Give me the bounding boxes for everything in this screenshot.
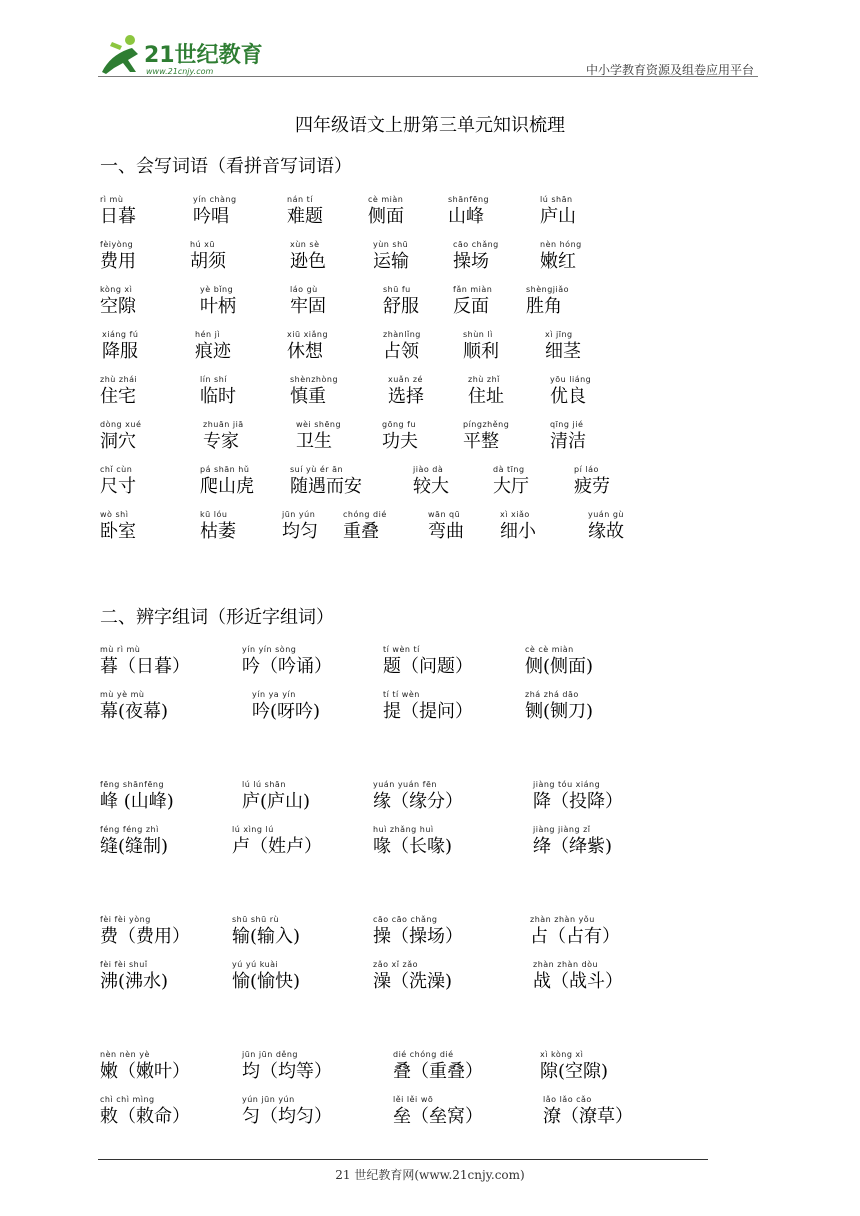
- word-item: [533, 780, 623, 814]
- pinyin-label: fēng shānfēng: [100, 780, 165, 789]
- hanzi-word: 费用: [100, 251, 136, 272]
- platform-name: 中小学教育资源及组卷应用平台: [585, 63, 754, 77]
- pinyin-label: pá shān hǔ: [200, 465, 250, 474]
- hanzi-word: 卧室: [100, 521, 136, 542]
- word-item: [533, 825, 612, 859]
- word-item: [550, 375, 591, 409]
- section2-heading: 二、辨字组词（形近字组词）: [100, 607, 334, 628]
- word-item: [200, 510, 236, 544]
- word-item: [540, 195, 576, 229]
- hanzi-word: 隙(空隙): [540, 1061, 609, 1082]
- hanzi-word: 平整: [463, 431, 499, 452]
- pinyin-label: jiàng jiàng zǐ: [533, 825, 591, 834]
- pinyin-label: hén jì: [195, 330, 221, 339]
- word-item: [343, 510, 387, 544]
- hanzi-word: 降（投降）: [533, 791, 623, 812]
- word-item: [500, 510, 536, 544]
- hanzi-word: 弯曲: [428, 521, 464, 542]
- pinyin-label: yùn shū: [373, 240, 409, 249]
- hanzi-word: 降服: [102, 341, 138, 362]
- word-item: [545, 330, 581, 364]
- hanzi-word: 优良: [550, 386, 586, 407]
- hanzi-word: 愉(愉快): [232, 971, 301, 992]
- hanzi-word: 占（占有）: [530, 926, 620, 947]
- pinyin-label: pí láo: [574, 465, 599, 474]
- hanzi-word: 庐山: [540, 206, 576, 227]
- section1-heading: 一、会写词语（看拼音写词语）: [100, 156, 352, 177]
- word-item: [100, 825, 168, 859]
- pinyin-label: lǎo lǎo cǎo: [543, 1095, 592, 1104]
- word-item: [463, 330, 499, 364]
- word-item: [100, 510, 136, 544]
- word-item: [448, 195, 489, 229]
- hanzi-word: 反面: [453, 296, 489, 317]
- hanzi-word: 题（问题）: [383, 656, 473, 677]
- word-item: [290, 240, 326, 274]
- hanzi-word: 逊色: [290, 251, 326, 272]
- word-item: [232, 960, 300, 994]
- pinyin-label: kòng xì: [100, 285, 133, 294]
- pinyin-label: yín ya yín: [252, 690, 296, 699]
- pinyin-label: zhù zhái: [100, 375, 138, 384]
- word-item: [383, 330, 421, 364]
- pinyin-label: wān qū: [428, 510, 461, 519]
- pinyin-label: cāo cāo chǎng: [373, 915, 438, 924]
- hanzi-word: 卢（姓卢）: [232, 836, 322, 857]
- pinyin-label: kū lóu: [200, 510, 228, 519]
- pinyin-label: yuán gù: [588, 510, 624, 519]
- hanzi-word: 胜角: [526, 296, 562, 317]
- page-title: 四年级语文上册第三单元知识梳理: [295, 115, 565, 136]
- pinyin-label: féng féng zhì: [100, 825, 159, 834]
- word-item: [368, 195, 404, 229]
- word-item: [100, 375, 137, 409]
- pinyin-label: fèi fèi yòng: [100, 915, 151, 924]
- word-item: [200, 375, 236, 409]
- word-item: [382, 420, 418, 454]
- pinyin-label: mù rì mù: [100, 645, 141, 654]
- word-item: [540, 1050, 608, 1084]
- word-item: [287, 195, 323, 229]
- hanzi-word: 庐(庐山): [242, 791, 311, 812]
- hanzi-word: 战（战斗）: [533, 971, 623, 992]
- footer-divider: [98, 1159, 708, 1160]
- word-item: [383, 645, 473, 679]
- pinyin-label: yōu liáng: [550, 375, 592, 384]
- pinyin-label: láo gù: [290, 285, 318, 294]
- word-item: [242, 1095, 332, 1129]
- word-item: [232, 825, 322, 859]
- hanzi-word: 吟(呀吟): [252, 701, 321, 722]
- pinyin-label: tí wèn tí: [383, 645, 420, 654]
- word-item: [373, 240, 409, 274]
- pinyin-label: lěi lěi wō: [393, 1095, 434, 1104]
- hanzi-word: 日暮: [100, 206, 136, 227]
- word-item: [290, 465, 362, 499]
- hanzi-word: 吟唱: [193, 206, 229, 227]
- hanzi-word: 细茎: [545, 341, 581, 362]
- pinyin-label: xiáng fú: [102, 330, 139, 339]
- hanzi-word: 重叠: [343, 521, 379, 542]
- hanzi-word: 缘故: [588, 521, 624, 542]
- word-item: [252, 690, 320, 724]
- word-item: [296, 420, 341, 454]
- hanzi-word: 叶柄: [200, 296, 236, 317]
- word-item: [383, 690, 473, 724]
- word-item: [525, 690, 593, 724]
- pinyin-label: zǎo xǐ zǎo: [373, 960, 419, 969]
- hanzi-word: 住宅: [100, 386, 136, 407]
- pinyin-label: zhuān jiā: [203, 420, 244, 429]
- word-item: [100, 780, 174, 814]
- pinyin-label: shùn lì: [463, 330, 493, 339]
- hanzi-word: 细小: [500, 521, 536, 542]
- pinyin-label: fèiyòng: [100, 240, 134, 249]
- hanzi-word: 嫩（嫩叶）: [100, 1061, 190, 1082]
- hanzi-word: 嫩红: [540, 251, 576, 272]
- pinyin-label: shū shū rù: [232, 915, 280, 924]
- word-item: [195, 330, 231, 364]
- word-item: [588, 510, 624, 544]
- word-item: [100, 240, 136, 274]
- word-item: [526, 285, 569, 319]
- hanzi-word: 运输: [373, 251, 409, 272]
- hanzi-word: 绛（绛紫): [533, 836, 613, 857]
- hanzi-word: 专家: [203, 431, 239, 452]
- word-item: [373, 915, 463, 949]
- word-item: [393, 1050, 483, 1084]
- pinyin-label: shèngjiǎo: [526, 285, 570, 294]
- hanzi-word: 疲劳: [574, 476, 610, 497]
- hanzi-word: 卫生: [296, 431, 332, 452]
- word-item: [100, 195, 136, 229]
- hanzi-word: 难题: [287, 206, 323, 227]
- word-item: [290, 375, 338, 409]
- word-item: [242, 645, 332, 679]
- pinyin-label: suí yù ér ān: [290, 465, 344, 474]
- hanzi-word: 吟（吟诵）: [242, 656, 332, 677]
- pinyin-label: chì chì mìng: [100, 1095, 155, 1104]
- hanzi-word: 费（费用）: [100, 926, 190, 947]
- word-item: [193, 195, 237, 229]
- pinyin-label: dà tīng: [493, 465, 525, 474]
- hanzi-word: 洞穴: [100, 431, 136, 452]
- hanzi-word: 大厅: [493, 476, 529, 497]
- hanzi-word: 占领: [383, 341, 419, 362]
- hanzi-word: 尺寸: [100, 476, 136, 497]
- word-item: [540, 240, 582, 274]
- pinyin-label: shènzhòng: [290, 375, 339, 384]
- hanzi-word: 缘（缘分）: [373, 791, 463, 812]
- hanzi-word: 喙（长喙): [373, 836, 453, 857]
- hanzi-word: 均（均等）: [242, 1061, 332, 1082]
- word-item: [543, 1095, 633, 1129]
- hanzi-word: 慎重: [290, 386, 326, 407]
- word-item: [533, 960, 623, 994]
- hanzi-word: 幕(夜幕): [100, 701, 169, 722]
- word-item: [287, 330, 328, 364]
- hanzi-word: 提（提问）: [383, 701, 473, 722]
- logo-text: 21世纪教育: [144, 43, 262, 68]
- word-item: [373, 780, 463, 814]
- hanzi-word: 铡(铡刀): [525, 701, 594, 722]
- word-item: [493, 465, 529, 499]
- pinyin-label: yín yín sòng: [242, 645, 297, 654]
- pinyin-label: yún jūn yún: [242, 1095, 295, 1104]
- pinyin-label: yuán yuán fēn: [373, 780, 437, 789]
- pinyin-label: fǎn miàn: [453, 285, 493, 294]
- word-item: [525, 645, 593, 679]
- word-item: [100, 1050, 190, 1084]
- hanzi-word: 暮（日暮）: [100, 656, 190, 677]
- site-logo: [92, 32, 262, 78]
- pinyin-label: hú xū: [190, 240, 215, 249]
- hanzi-word: 舒服: [383, 296, 419, 317]
- pinyin-label: xì kòng xì: [540, 1050, 584, 1059]
- hanzi-word: 山峰: [448, 206, 484, 227]
- hanzi-word: 顺利: [463, 341, 499, 362]
- hanzi-word: 随遇而安: [290, 476, 362, 497]
- hanzi-word: 胡须: [190, 251, 226, 272]
- header-divider: [98, 76, 758, 77]
- pinyin-label: jūn yún: [282, 510, 316, 519]
- word-item: [232, 915, 300, 949]
- pinyin-label: jūn jūn děng: [242, 1050, 298, 1059]
- word-item: [242, 780, 310, 814]
- word-item: [282, 510, 318, 544]
- pinyin-label: wèi shēng: [296, 420, 342, 429]
- word-item: [530, 915, 620, 949]
- pinyin-label: xùn sè: [290, 240, 320, 249]
- word-item: [468, 375, 504, 409]
- pinyin-label: cè cè miàn: [525, 645, 574, 654]
- word-item: [100, 645, 190, 679]
- pinyin-label: zhù zhǐ: [468, 375, 500, 384]
- hanzi-word: 枯萎: [200, 521, 236, 542]
- pinyin-label: nán tí: [287, 195, 313, 204]
- word-item: [393, 1095, 483, 1129]
- pinyin-label: yú yú kuài: [232, 960, 279, 969]
- pinyin-label: dòng xué: [100, 420, 142, 429]
- word-item: [190, 240, 226, 274]
- word-item: [100, 285, 136, 319]
- pinyin-label: dié chóng dié: [393, 1050, 454, 1059]
- word-item: [290, 285, 326, 319]
- hanzi-word: 匀（均匀）: [242, 1106, 332, 1127]
- word-item: [383, 285, 419, 319]
- hanzi-word: 沸(沸水): [100, 971, 169, 992]
- hanzi-word: 住址: [468, 386, 504, 407]
- word-item: [413, 465, 449, 499]
- pinyin-label: xiū xiǎng: [287, 330, 329, 339]
- pinyin-label: cāo chǎng: [453, 240, 499, 249]
- word-item: [100, 465, 136, 499]
- word-item: [373, 825, 452, 859]
- word-item: [100, 960, 168, 994]
- hanzi-word: 峰 (山峰): [100, 791, 174, 812]
- hanzi-word: 敕（敕命）: [100, 1106, 190, 1127]
- pinyin-label: píngzhěng: [463, 420, 510, 429]
- hanzi-word: 叠（重叠）: [393, 1061, 483, 1082]
- pinyin-label: zhàn zhàn dòu: [533, 960, 599, 969]
- hanzi-word: 选择: [388, 386, 424, 407]
- hanzi-word: 操（操场）: [373, 926, 463, 947]
- pinyin-label: wò shì: [100, 510, 129, 519]
- word-item: [373, 960, 452, 994]
- hanzi-word: 较大: [413, 476, 449, 497]
- pinyin-label: mù yè mù: [100, 690, 145, 699]
- pinyin-label: shānfēng: [448, 195, 490, 204]
- hanzi-word: 痕迹: [195, 341, 231, 362]
- word-item: [200, 465, 254, 499]
- hanzi-word: 澡（洗澡): [373, 971, 453, 992]
- pinyin-label: yín chàng: [193, 195, 237, 204]
- pinyin-label: nèn nèn yè: [100, 1050, 150, 1059]
- word-item: [550, 420, 586, 454]
- pinyin-label: qīng jié: [550, 420, 584, 429]
- word-item: [200, 285, 236, 319]
- pinyin-label: zhàn zhàn yǒu: [530, 915, 595, 924]
- pinyin-label: jiào dà: [413, 465, 444, 474]
- footer-text: 21 世纪教育网(www.21cnjy.com): [335, 1168, 525, 1182]
- pinyin-label: jiàng tóu xiáng: [533, 780, 601, 789]
- hanzi-word: 操场: [453, 251, 489, 272]
- hanzi-word: 均匀: [282, 521, 318, 542]
- pinyin-label: chóng dié: [343, 510, 387, 519]
- logo-url: www.21cnjy.com: [146, 67, 214, 76]
- pinyin-label: zhànlǐng: [383, 330, 421, 339]
- hanzi-word: 侧(侧面): [525, 656, 594, 677]
- word-item: [453, 285, 492, 319]
- pinyin-label: lú xìng lú: [232, 825, 274, 834]
- word-item: [453, 240, 499, 274]
- hanzi-word: 空隙: [100, 296, 136, 317]
- hanzi-word: 清洁: [550, 431, 586, 452]
- word-item: [100, 1095, 190, 1129]
- pinyin-label: fèi fèi shuǐ: [100, 960, 148, 969]
- hanzi-word: 输(输入): [232, 926, 301, 947]
- word-item: [100, 420, 141, 454]
- pinyin-label: rì mù: [100, 195, 124, 204]
- pinyin-label: xì xiǎo: [500, 510, 530, 519]
- hanzi-word: 休想: [287, 341, 323, 362]
- hanzi-word: 垒（垒窝）: [393, 1106, 483, 1127]
- pinyin-label: lú lú shān: [242, 780, 286, 789]
- word-item: [463, 420, 509, 454]
- word-item: [203, 420, 244, 454]
- pinyin-label: zhá zhá dāo: [525, 690, 579, 699]
- word-item: [100, 915, 190, 949]
- runner-logo-icon: [92, 32, 262, 78]
- hanzi-word: 侧面: [368, 206, 404, 227]
- word-item: [428, 510, 464, 544]
- hanzi-word: 功夫: [382, 431, 418, 452]
- hanzi-word: 临时: [200, 386, 236, 407]
- pinyin-label: lín shí: [200, 375, 228, 384]
- pinyin-label: xuǎn zé: [388, 375, 423, 384]
- pinyin-label: lú shān: [540, 195, 573, 204]
- pinyin-label: yè bǐng: [200, 285, 234, 294]
- word-item: [102, 330, 138, 364]
- pinyin-label: xì jīng: [545, 330, 573, 339]
- word-item: [388, 375, 424, 409]
- pinyin-label: gōng fu: [382, 420, 417, 429]
- pinyin-label: nèn hóng: [540, 240, 582, 249]
- pinyin-label: shū fu: [383, 285, 411, 294]
- word-item: [100, 690, 168, 724]
- hanzi-word: 爬山虎: [200, 476, 254, 497]
- pinyin-label: tí tí wèn: [383, 690, 420, 699]
- pinyin-label: huì zhǎng huì: [373, 825, 434, 834]
- word-item: [242, 1050, 332, 1084]
- word-item: [574, 465, 610, 499]
- pinyin-label: chǐ cùn: [100, 465, 133, 474]
- hanzi-word: 牢固: [290, 296, 326, 317]
- hanzi-word: 潦（潦草）: [543, 1106, 633, 1127]
- hanzi-word: 缝(缝制): [100, 836, 169, 857]
- pinyin-label: cè miàn: [368, 195, 404, 204]
